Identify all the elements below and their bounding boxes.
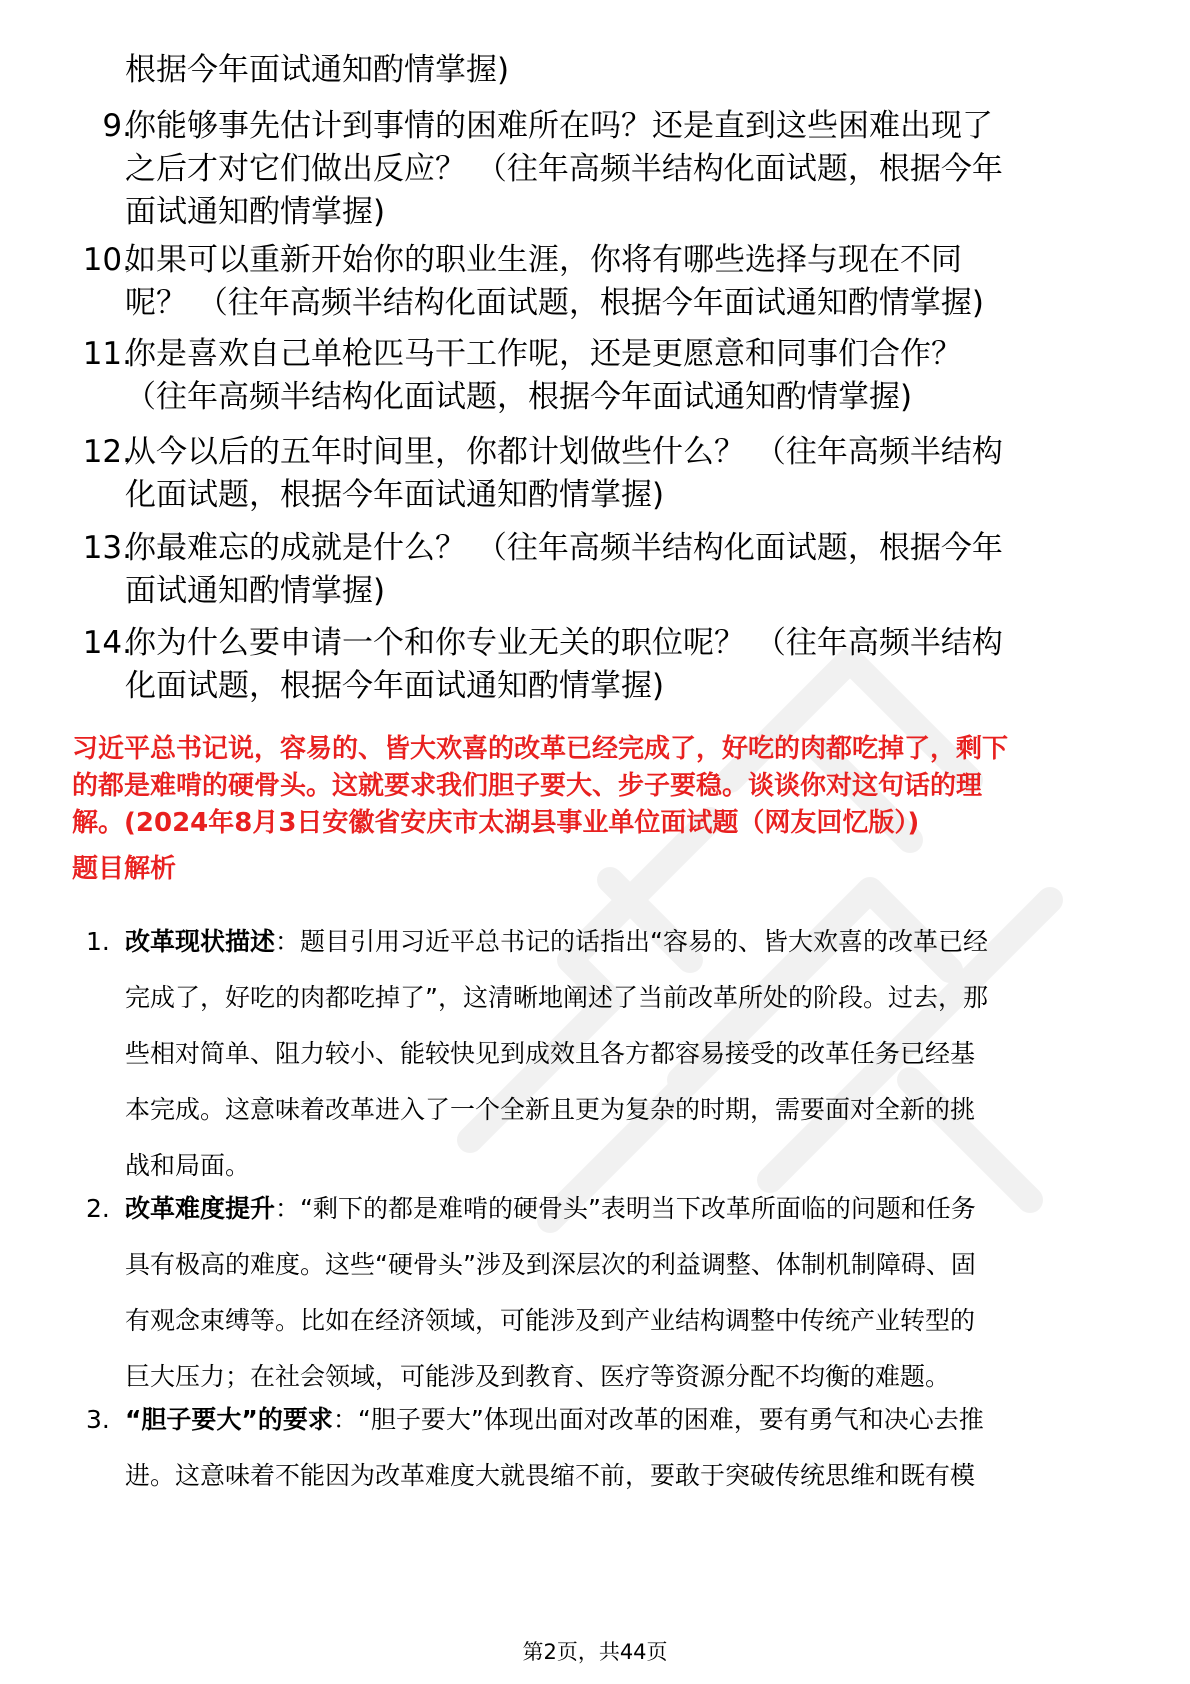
analysis-term: “胆子要大”的要求 (125, 1405, 333, 1434)
question-line: 之后才对它们做出反应？ （往年高频半结构化面试题，根据今年 (125, 151, 1003, 187)
page-footer: 第2页，共44页 (522, 1640, 668, 1664)
analysis-line (125, 914, 1125, 970)
analysis-text (125, 1181, 1125, 1405)
question-number: 10. (82, 242, 132, 278)
prompt-line: 习近平总书记说，容易的、皆大欢喜的改革已经完成了，好吃的肉都吃掉了，剩下 (72, 734, 1009, 764)
question-number: 9. (102, 108, 132, 144)
question-line: 如果可以重新开始你的职业生涯，你将有哪些选择与现在不同 (125, 242, 962, 278)
question-number: 14. (82, 625, 132, 661)
analysis-line: 战和局面。 (125, 1151, 251, 1180)
question-text (125, 105, 1105, 234)
question-line: （往年高频半结构化面试题，根据今年面试通知酌情掌握) (125, 379, 913, 415)
question-line: 你最难忘的成就是什么？ （往年高频半结构化面试题，根据今年 (125, 530, 1003, 566)
prompt-line: 的都是难啃的硬骨头。这就要求我们胆子要大、步子要稳。谈谈你对这句话的理 (72, 771, 983, 801)
question-line: 面试通知酌情掌握) (125, 573, 386, 609)
question-line: 化面试题，根据今年面试通知酌情掌握) (125, 477, 665, 513)
analysis-line: 有观念束缚等。比如在经济领域，可能涉及到产业结构调整中传统产业转型的 (125, 1306, 976, 1335)
question-text (125, 527, 1105, 613)
analysis-line (125, 1181, 1125, 1237)
question-number: 13. (82, 530, 132, 566)
question-text (125, 622, 1105, 708)
question-number: 11. (82, 336, 132, 372)
question-text (125, 49, 1105, 92)
analysis-line: 具有极高的难度。这些“硬骨头”涉及到深层次的利益调整、体制机制障碍、固 (125, 1250, 976, 1279)
analysis-line: 些相对简单、阻力较小、能较快见到成效且各方都容易接受的改革任务已经基 (125, 1039, 976, 1068)
analysis-first-line: ：“剩下的都是难啃的硬骨头”表明当下改革所面临的问题和任务 (275, 1194, 976, 1223)
question-line: 面试通知酌情掌握) (125, 194, 386, 230)
question-line: 根据今年面试通知酌情掌握) (125, 52, 510, 88)
analysis-line: 本完成。这意味着改革进入了一个全新且更为复杂的时期，需要面对全新的挑 (125, 1095, 976, 1124)
analysis-term: 改革难度提升 (125, 1194, 276, 1223)
question-line: 你为什么要申请一个和你专业无关的职位呢？ （往年高频半结构 (125, 625, 1003, 661)
analysis-number: 3. (86, 1405, 110, 1434)
analysis-term: 改革现状描述 (125, 927, 276, 956)
analysis-line: 巨大压力；在社会领域，可能涉及到教育、医疗等资源分配不均衡的难题。 (125, 1362, 951, 1391)
question-text (125, 333, 1105, 419)
analysis-number: 2. (86, 1194, 110, 1223)
question-line: 你能够事先估计到事情的困难所在吗？还是直到这些困难出现了 (125, 108, 993, 144)
question-line: 你是喜欢自己单枪匹马干工作呢，还是更愿意和同事们合作？ (125, 336, 962, 372)
analysis-number: 1. (86, 927, 110, 956)
analysis-first-line: ：“胆子要大”体现出面对改革的困难，要有勇气和决心去推 (332, 1405, 984, 1434)
prompt-line: 解。(2024年8月3日安徽省安庆市太湖县事业单位面试题（网友回忆版）) (72, 808, 920, 838)
analysis-first-line: ：题目引用习近平总书记的话指出“容易的、皆大欢喜的改革已经 (275, 927, 988, 956)
analysis-text (125, 1392, 1125, 1504)
analysis-line: 进。这意味着不能因为改革难度大就畏缩不前，要敢于突破传统思维和既有模 (125, 1461, 976, 1490)
question-line: 化面试题，根据今年面试通知酌情掌握) (125, 668, 665, 704)
question-text (125, 239, 1105, 325)
question-text (125, 431, 1105, 517)
analysis-line (125, 1392, 1125, 1448)
analysis-text (125, 914, 1125, 1194)
question-line: 从今以后的五年时间里，你都计划做些什么？ （往年高频半结构 (125, 434, 1003, 470)
question-line: 呢？ （往年高频半结构化面试题，根据今年面试通知酌情掌握) (125, 285, 984, 321)
analysis-line: 完成了，好吃的肉都吃掉了”，这清晰地阐述了当前改革所处的阶段。过去，那 (125, 983, 988, 1012)
question-number: 12. (82, 434, 132, 470)
interview-prompt (72, 731, 1132, 842)
analysis-title: 题目解析 (72, 854, 177, 884)
